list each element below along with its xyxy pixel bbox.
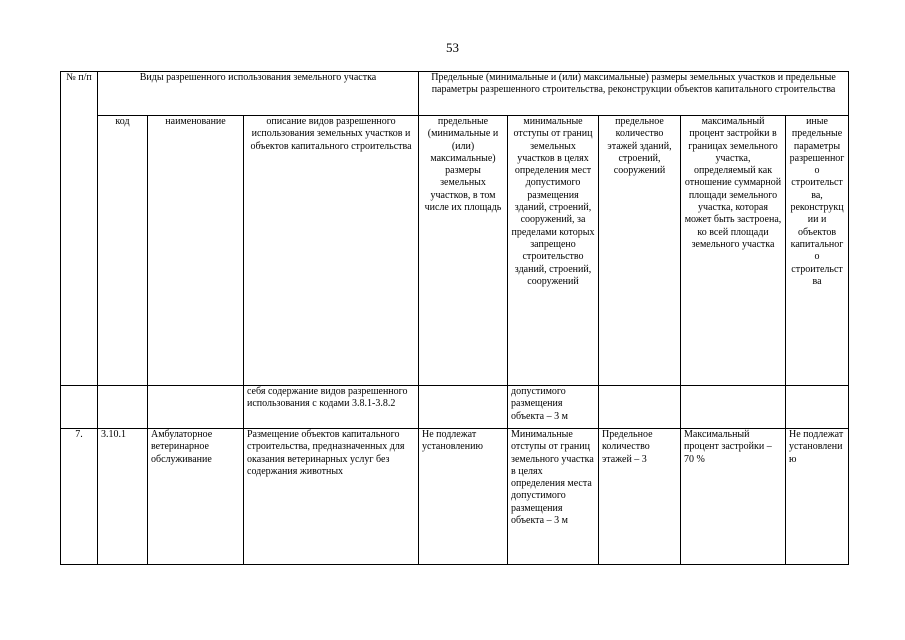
row-other: Не подлежат установлению [786, 429, 849, 565]
row-coverage: Максимальный процент застройки – 70 % [681, 429, 786, 565]
row-description: Размещение объектов капитального строительства, предназначенных для оказания ветеринарных услуг без содержания животных [244, 429, 419, 565]
row-name: Амбулаторное ветеринарное обслуживание [148, 429, 244, 565]
table-row [61, 386, 849, 429]
header-uses-group: Виды разрешенного использования земельного участка [98, 72, 419, 116]
table-row [61, 429, 849, 565]
header-code: код [98, 116, 148, 386]
header-coverage: максимальный процент застройки в границах земельного участка, определяемый как отношение суммарной площади земельного участка, которая может быть застроена, ко всей площади земельного участка [681, 116, 786, 386]
table-header-row-columns [61, 116, 849, 386]
table-header-row-group [61, 72, 849, 116]
row-num [61, 386, 98, 429]
row-setbacks: Минимальные отступы от границ земельного участка в целях определения места допустимого размещения объекта – 3 м [508, 429, 599, 565]
row-code: 3.10.1 [98, 429, 148, 565]
header-other: иные предельные параметры разрешенного строительства, реконструкции и объектов капитального строительства [786, 116, 849, 386]
page-number: 53 [446, 40, 459, 55]
row-name [148, 386, 244, 429]
row-sizes [419, 386, 508, 429]
row-num: 7. [61, 429, 98, 565]
regulations-table [60, 71, 849, 565]
header-setbacks: минимальные отступы от границ земельных участков в целях определения мест допустимого размещения зданий, строений, сооружений, за пределами которых запрещено строительство зданий, строений, сооружений [508, 116, 599, 386]
row-floors [599, 386, 681, 429]
header-num: № п/п [61, 72, 98, 386]
row-sizes: Не подлежат установлению [419, 429, 508, 565]
header-description: описание видов разрешенного использования земельных участков и объектов капитального строительства [244, 116, 419, 386]
row-floors: Предельное количество этажей – 3 [599, 429, 681, 565]
header-sizes: предельные (минимальные и (или) максимальные) размеры земельных участков, в том числе их площадь [419, 116, 508, 386]
header-name: наименование [148, 116, 244, 386]
header-floors: предельное количество этажей зданий, строений, сооружений [599, 116, 681, 386]
row-description: себя содержание видов разрешенного использования с кодами 3.8.1-3.8.2 [244, 386, 419, 429]
header-params-group: Предельные (минимальные и (или) максимальные) размеры земельных участков и предельные параметры разрешенного строительства, реконструкции объектов капитального строительства [419, 72, 849, 116]
row-coverage [681, 386, 786, 429]
row-setbacks: допустимого размещения объекта – 3 м [508, 386, 599, 429]
row-other [786, 386, 849, 429]
row-code [98, 386, 148, 429]
